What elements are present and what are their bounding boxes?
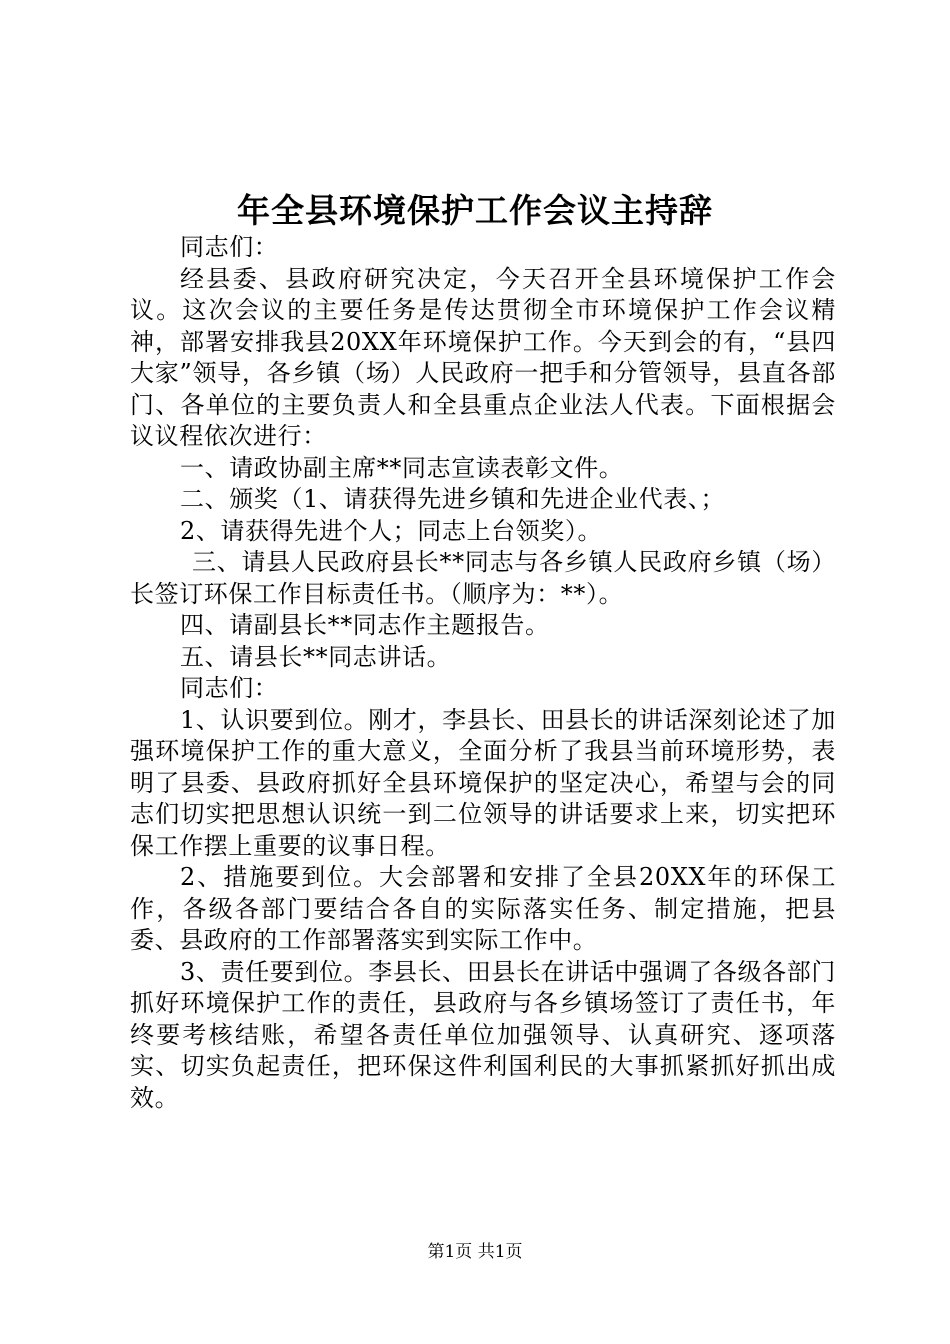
document-body [130, 232, 836, 1114]
agenda-item-4: 四、请副县长**同志作主题报告。 [180, 611, 550, 639]
greeting-paragraph: 同志们： [180, 233, 279, 261]
agenda-item-2: 二、颁奖（1、请获得先进乡镇和先进企业代表、； [180, 485, 726, 513]
document-title: 年全县环境保护工作会议主持辞 [237, 191, 713, 230]
closing-greeting-paragraph: 同志们： [180, 674, 279, 702]
closing-point-2: 2、措施要到位。大会部署和安排了全县20XX年的环保工作，各级各部门要结合各自的实际落实任务、制定措施，把县委、县政府的工作部署落实到实际工作中。 [130, 863, 836, 954]
closing-point-1: 1、认识要到位。刚才，李县长、田县长的讲话深刻论述了加强环境保护工作的重大意义，全面分析了我县当前环境形势，表明了县委、县政府抓好全县环境保护的坚定决心，希望与会的同志们切实把思想认识统一到二位领导的讲话要求上来，切实把环保工作摆上重要的议事日程。 [130, 705, 836, 860]
agenda-item-1: 一、请政协副主席**同志宣读表彰文件。 [180, 453, 624, 482]
closing-point-3: 3、责任要到位。李县长、田县长在讲话中强调了各级各部门抓好环境保护工作的责任，县政府与各乡镇场签订了责任书，年终要考核结账，希望各责任单位加强领导、认真研究、逐项落实、切实负起责任，把环保这件利国利民的大事抓紧抓好抓出成效。 [130, 957, 836, 1112]
agenda-item-5: 五、请县长**同志讲话。 [180, 642, 452, 671]
agenda-item-3: 三、请县人民政府县长**同志与各乡镇人民政府乡镇（场）长签订环保工作目标责任书。（顺序为：**）。 [130, 548, 836, 608]
agenda-item-2-continued: 2、请获得先进个人；同志上台领奖）。 [180, 516, 603, 545]
page-footer: 第1页 共1页 [427, 1242, 523, 1262]
opening-paragraph: 经县委、县政府研究决定，今天召开全县环境保护工作会议。这次会议的主要任务是传达贯彻全市环境保护工作会议精神，部署安排我县20XX年环境保护工作。今天到会的有，“县四大家”领导，各乡镇（场）人民政府一把手和分管领导，县直各部门、各单位的主要负责人和全县重点企业法人代表。下面根据会议议程依次进行： [130, 264, 836, 450]
